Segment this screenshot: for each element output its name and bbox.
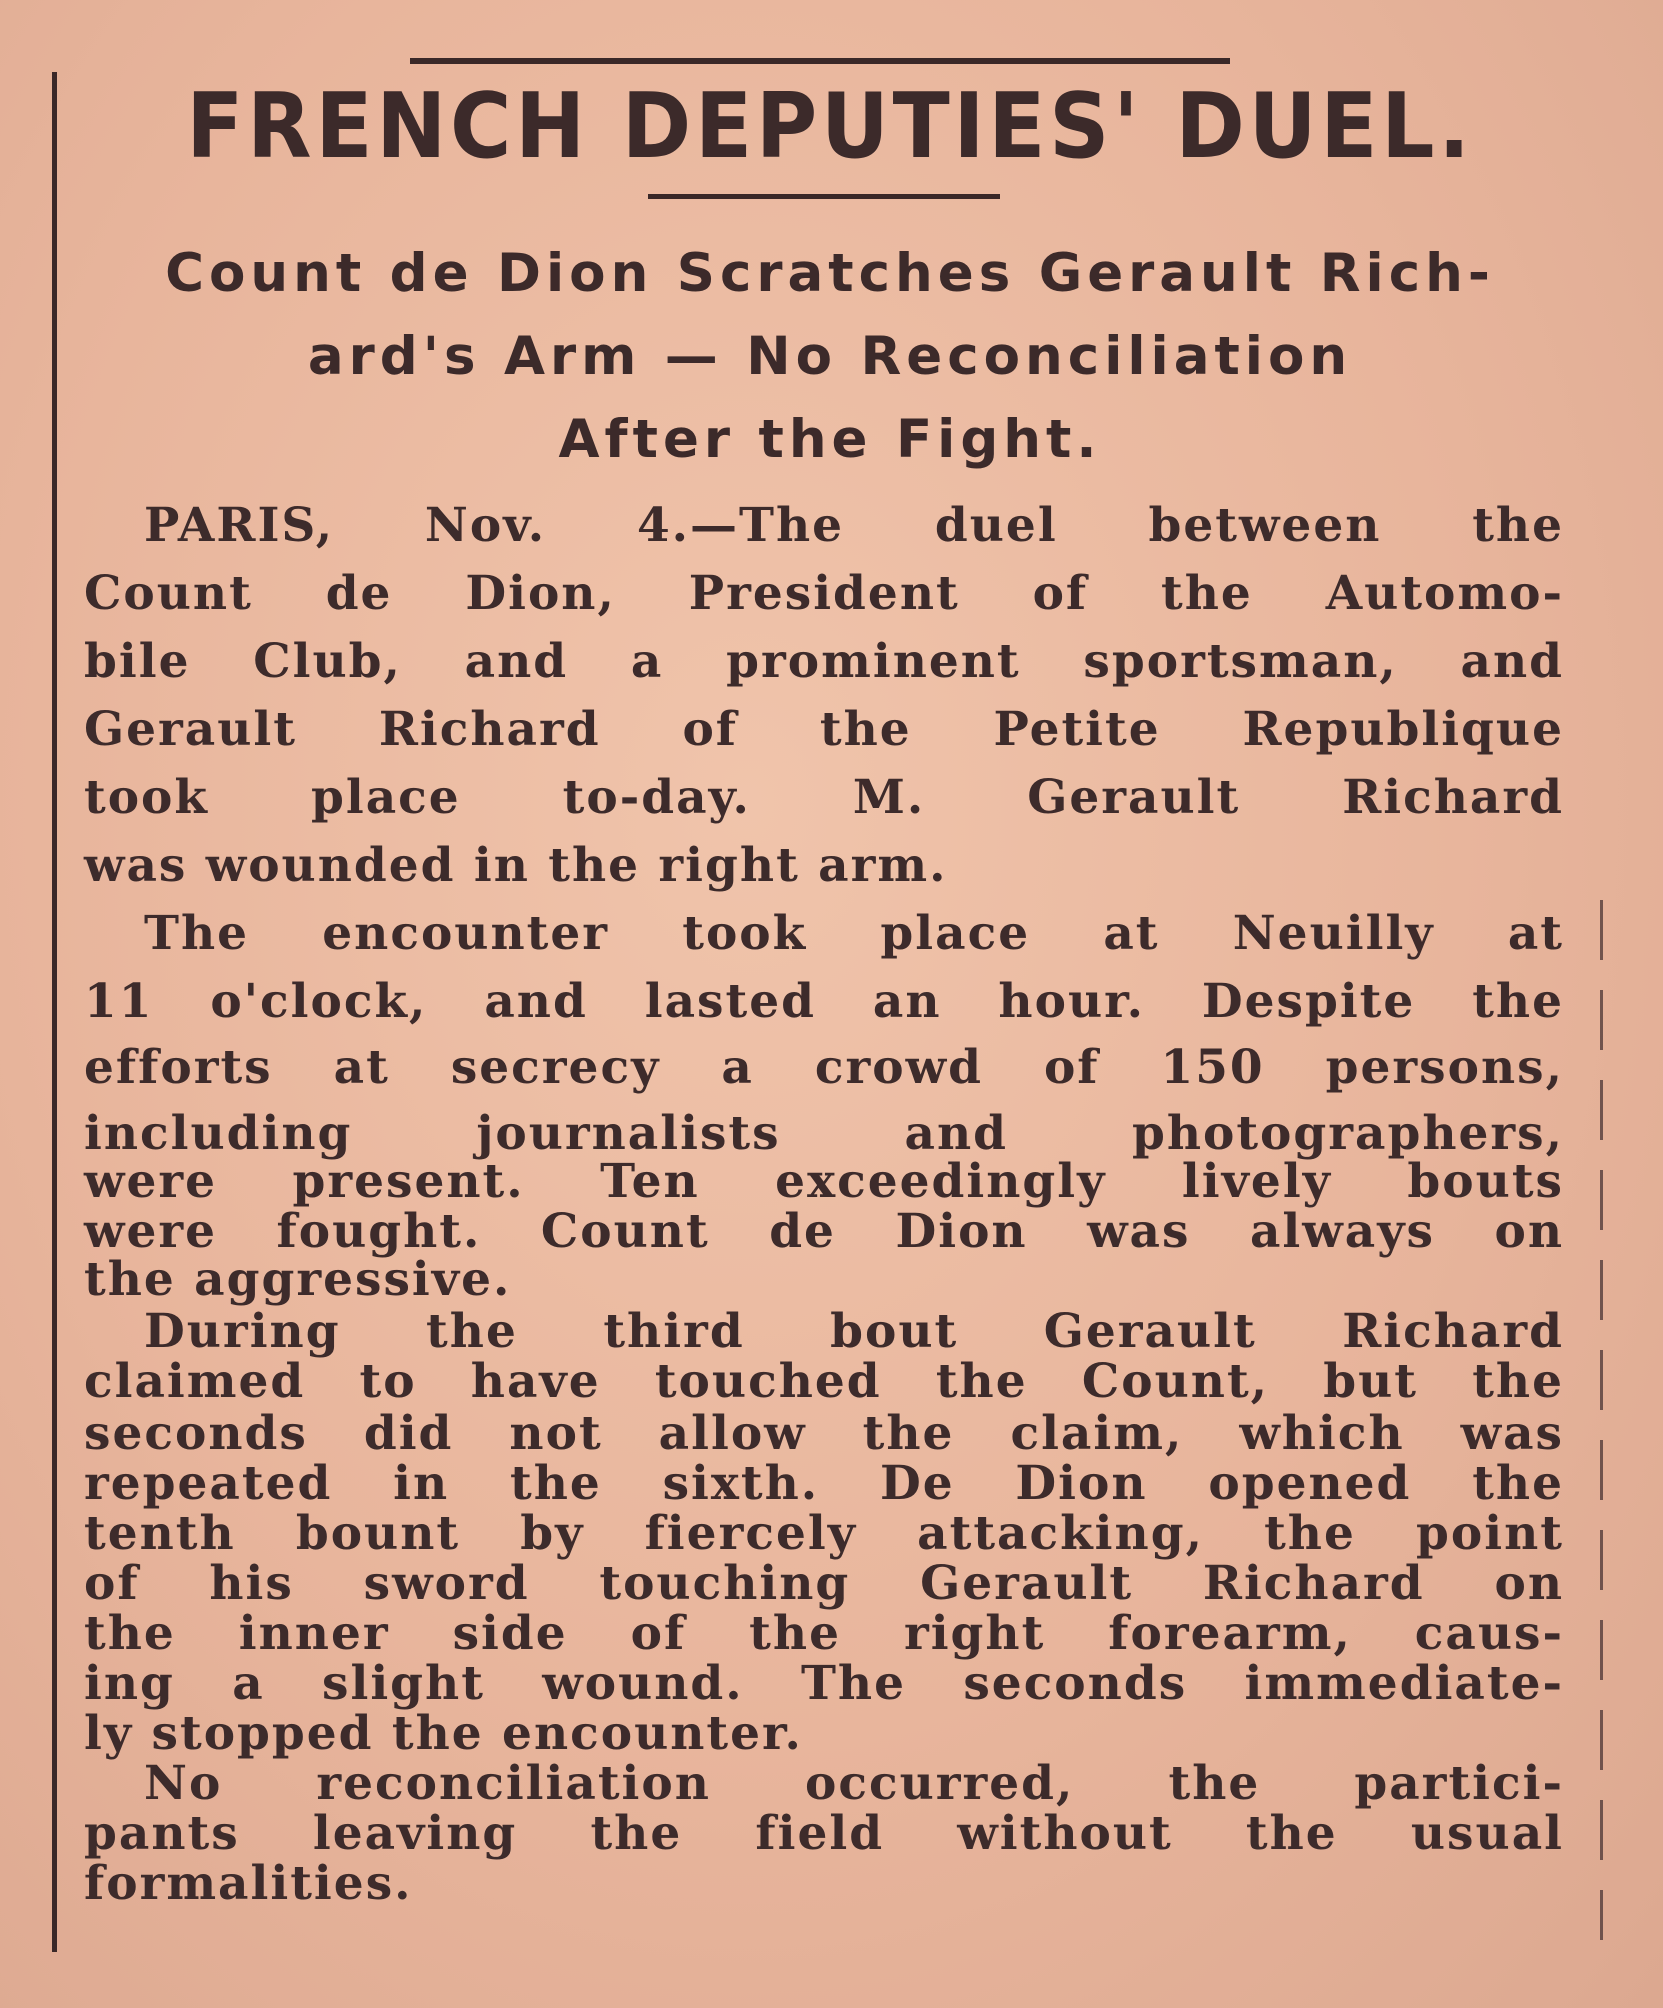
column-rule-left	[52, 72, 57, 1952]
subhead-line: Count de Dion Scratches Gerault Rich-	[165, 243, 1495, 304]
headline-rule	[648, 194, 1000, 199]
subheadline	[80, 232, 1580, 481]
newspaper-clipping: FRENCH DEPUTIES' DUEL. Count de Dion Scratches Gerault Rich- ard's Arm — No Reconciliation After the Fight. PARIS, Nov. 4.—The duel between the Count de Dion, President of the Automo- bile Club, and a prominent sportsman, and Gerault Richard of the Petite Republique took place to-day. M. Gerault Richard was wounded in the right arm. The encounter took place at Neuilly at 11 o'clock, and lasted an hour. Despite the efforts at secrecy a crowd of 150 persons, including journalists and photographers, were present. Ten exceedingly lively bouts were fought. Count de Dion was always on the aggressive. During the third bout Gerault Richard claimed to have touched the Count, but the seconds did not allow the claim, which was repeated in the sixth. De Dion opened the tenth bount by fiercely attacking, the point of his sword touching Gerault Richard on the inner side of the right forearm, caus- ing a slight wound. The seconds immediate- ly stopped the encounter. No reconciliation occurred, the partici- pants leaving the field without the usual formalities.	[0, 0, 1663, 2008]
subhead-line: ard's Arm — No Reconciliation	[307, 326, 1353, 387]
headline: FRENCH DEPUTIES' DUEL.	[186, 74, 1474, 179]
column-rule-right	[1600, 900, 1603, 1940]
subhead-line: After the Fight.	[558, 409, 1102, 470]
top-rule	[410, 58, 1230, 64]
